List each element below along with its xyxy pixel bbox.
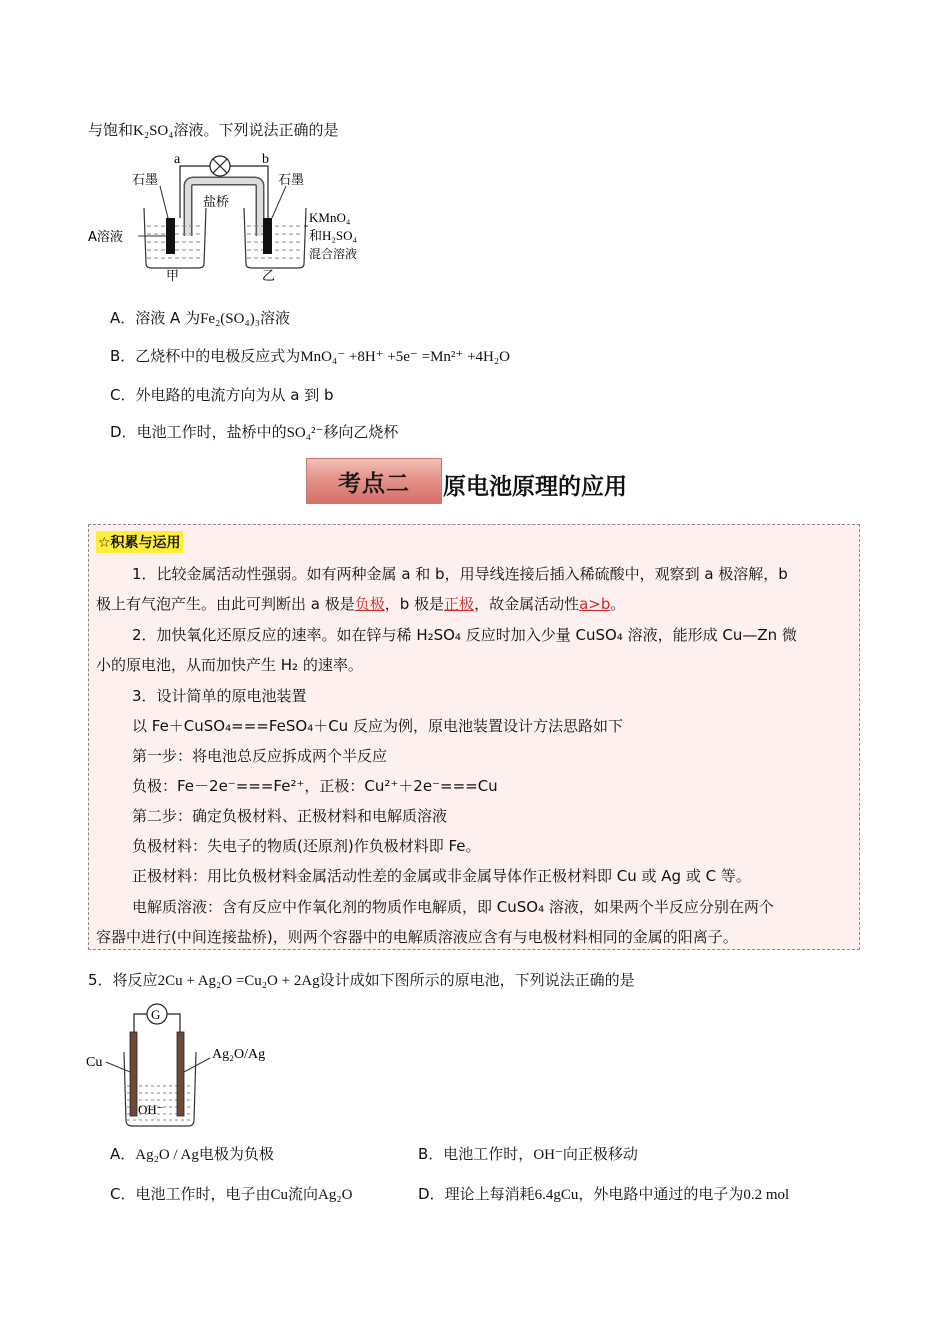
knowledge-box — [88, 524, 860, 950]
cu-ag2o-cell-diagram — [84, 1000, 294, 1130]
box-p2-line1: 2．加快氧化还原反应的速率。如在锌与稀 H₂SO₄ 反应时加入少量 CuSO₄ 溶液，能形成 Cu—Zn 微 — [132, 626, 797, 644]
box-p7: 第二步：确定负极材料、正极材料和电解质溶液 — [132, 807, 448, 825]
answer-negative: 负极 — [354, 595, 385, 613]
right-electrode-label: 石墨 — [278, 173, 305, 188]
box-p6: 负极：Fe－2e⁻===Fe²⁺，正极：Cu²⁺＋2e⁻===Cu — [132, 777, 498, 795]
left-beaker-label: 甲 — [166, 269, 180, 284]
q5-option-a[interactable]: A．Ag₂O / Ag电极为负极 — [110, 1145, 274, 1163]
box-p2-line2: 小的原电池，从而加快产生 H₂ 的速率。 — [96, 656, 363, 674]
right-solution-line1: KMnO₄ — [309, 210, 351, 225]
box-p10-line1: 电解质溶液：含有反应中作氧化剂的物质作电解质，即 CuSO₄ 溶液，如果两个半反应分别在两个 — [132, 898, 774, 916]
answer-compare: a>b — [579, 595, 611, 613]
q5-option-b[interactable]: B．电池工作时，OH⁻向正极移动 — [418, 1145, 638, 1163]
q5-option-c[interactable]: C．电池工作时，电子由Cu流向Ag₂O — [110, 1185, 353, 1203]
ag2o-label: Ag₂O/Ag — [212, 1047, 266, 1062]
q4-intro: 与饱和K₂SO₄溶液。下列说法正确的是 — [88, 121, 339, 139]
section-banner — [306, 458, 442, 504]
right-solution-line2: 和H₂SO₄ — [309, 228, 358, 243]
salt-bridge-cell-diagram — [88, 146, 388, 284]
section-title: 原电池原理的应用 — [443, 474, 627, 500]
box-p3: 3．设计简单的原电池装置 — [132, 687, 307, 705]
q4-option-d[interactable]: D．电池工作时，盐桥中的SO₄²⁻移向乙烧杯 — [110, 423, 399, 441]
q4-option-b[interactable]: B．乙烧杯中的电极反应式为MnO₄⁻ +8H⁺ +5e⁻ =Mn²⁺ +4H₂O — [110, 347, 510, 365]
box-p10-line2: 容器中进行(中间连接盐桥)，则两个容器中的电解质溶液应含有与电极材料相同的金属的阳离子。 — [96, 928, 738, 946]
salt-bridge-label: 盐桥 — [203, 195, 230, 210]
q4-option-a[interactable]: A．溶液 A 为Fe₂(SO₄)₃溶液 — [110, 309, 290, 327]
answer-positive: 正极 — [444, 595, 475, 613]
left-electrode-label: 石墨 — [132, 173, 159, 188]
box-p1-line1: 1．比较金属活动性强弱。如有两种金属 a 和 b，用导线连接后插入稀硫酸中，观察到 a 极溶解，b — [132, 565, 788, 583]
cu-label: Cu — [86, 1055, 103, 1070]
box-p9: 正极材料：用比负极材料金属活动性差的金属或非金属导体作正极材料即 Cu 或 Ag 或 C 等。 — [132, 867, 751, 885]
q5-option-d[interactable]: D．理论上每消耗6.4gCu，外电路中通过的电子为0.2 mol — [418, 1185, 790, 1203]
left-solution-label: A溶液 — [88, 230, 123, 245]
box-p1-line2: 极上有气泡产生。由此可判断出 a 极是负极，b 极是正极，故金属活动性a>b。 — [96, 595, 626, 613]
label-b: b — [262, 152, 269, 167]
oh-label: OH⁻ — [138, 1102, 164, 1117]
section-banner-label: 考点二 — [338, 470, 410, 497]
right-beaker-label: 乙 — [262, 269, 276, 284]
q4-option-c[interactable]: C．外电路的电流方向为从 a 到 b — [110, 386, 334, 404]
galvanometer-label: G — [151, 1007, 161, 1022]
label-a: a — [174, 152, 181, 167]
q5-stem: 5．将反应2Cu + Ag₂O =Cu₂O + 2Ag设计成如下图所示的原电池，下列说法正确的是 — [88, 971, 635, 989]
knowledge-box-heading: ☆积累与运用 — [96, 531, 183, 553]
box-p8: 负极材料：失电子的物质(还原剂)作负极材料即 Fe。 — [132, 837, 481, 855]
box-p4: 以 Fe＋CuSO₄===FeSO₄＋Cu 反应为例，原电池装置设计方法思路如下 — [132, 717, 623, 735]
box-p5: 第一步：将电池总反应拆成两个半反应 — [132, 747, 388, 765]
right-solution-line3: 混合溶液 — [309, 247, 358, 261]
